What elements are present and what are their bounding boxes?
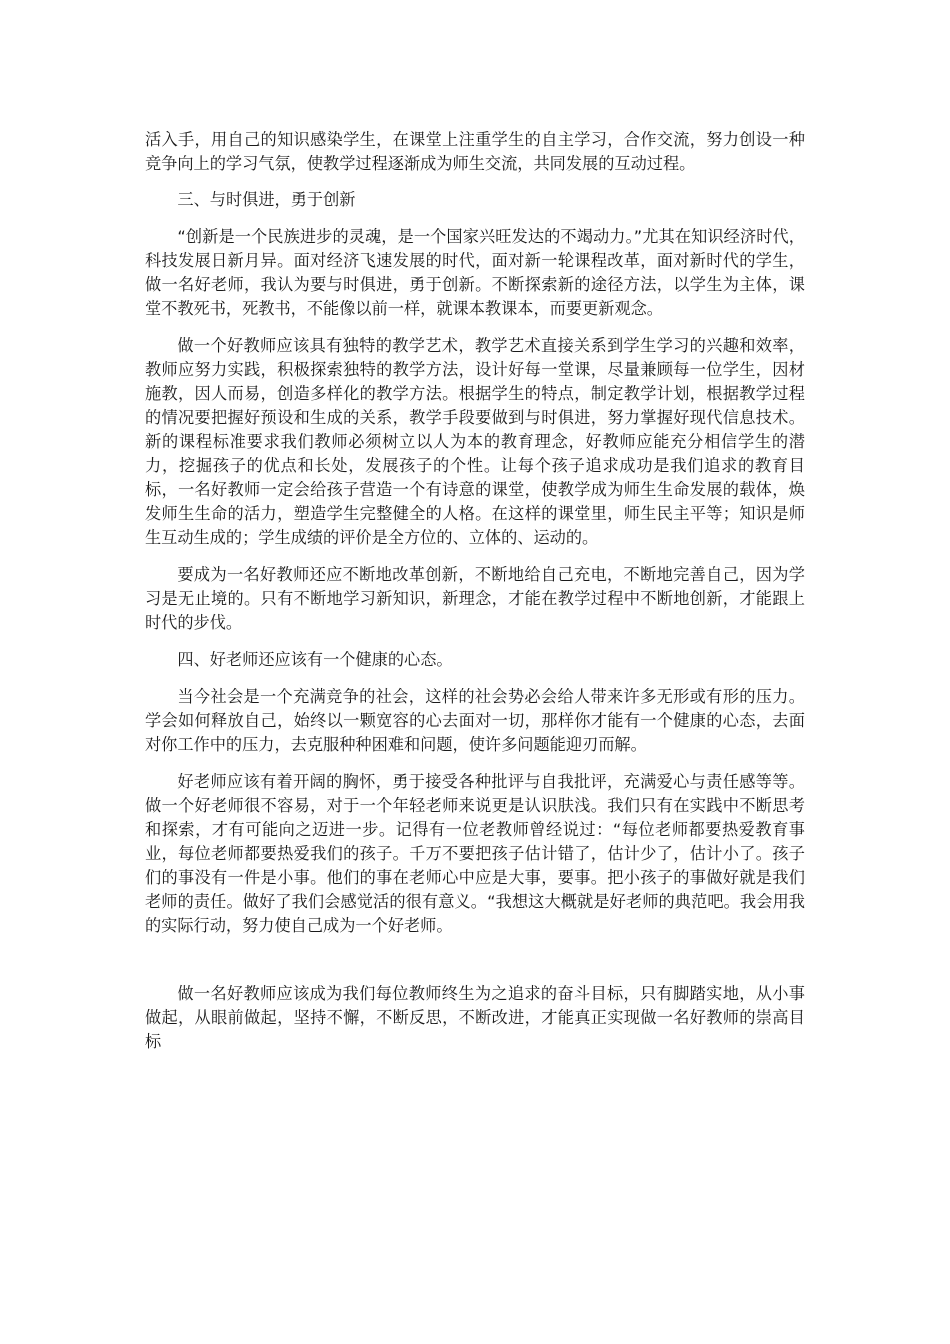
paragraph-innovation: “创新是一个民族进步的灵魂，是一个国家兴旺发达的不竭动力。”尤其在知识经济时代，科技发展日新月异。面对经济飞速发展的时代，面对新一轮课程改革，面对新时代的学生，做一名好老师，我认为要与时俱进，勇于创新。不断探索新的途径方法，以学生为主体，课堂不教死书，死教书，不能像以前一样，就课本教课本，而要更新观念。 [145, 227, 805, 318]
paragraph-society-pressure: 当今社会是一个充满竞争的社会，这样的社会势必会给人带来许多无形或有形的压力。学会如何释放自己，始终以一颗宽容的心去面对一切，那样你才能有一个健康的心态，去面对你工作中的压力，去克服种种困难和问题，使许多问题能迎刃而解。 [145, 687, 805, 754]
section-heading-3: 三、与时俱进，勇于创新 [177, 190, 356, 209]
paragraph-conclusion: 做一名好教师应该成为我们每位教师终生为之追求的奋斗目标，只有脚踏实地，从小事做起，从眼前做起，坚持不懈，不断反思，不断改进，才能真正实现做一名好教师的崇高目标 [145, 984, 805, 1051]
document-body [145, 128, 805, 1054]
section-heading-4: 四、好老师还应该有一个健康的心态。 [177, 650, 453, 669]
paragraph-teaching-art: 做一个好教师应该具有独特的教学艺术，教学艺术直接关系到学生学习的兴趣和效率，教师应努力实践，积极探索独特的教学方法，设计好每一堂课，尽量兼顾每一位学生，因材施教，因人而易，创造多样化的教学方法。根据学生的特点，制定教学计划，根据教学过程的情况要把握好预设和生成的关系，教学手段要做到与时俱进，努力掌握好现代信息技术。新的课程标准要求我们教师必须树立以人为本的教育理念，好教师应能充分相信学生的潜力，挖掘孩子的优点和长处，发展孩子的个性。让每个孩子追求成功是我们追求的教育目标，一名好教师一定会给孩子营造一个有诗意的课堂，使教学成为师生生命发展的载体，焕发师生生命的活力，塑造学生完整健全的人格。在这样的课堂里，师生民主平等；知识是师生互动生成的；学生成绩的评价是全方位的、立体的、运动的。 [145, 336, 805, 547]
paragraph-reform: 要成为一名好教师还应不断地改革创新，不断地给自己充电，不断地完善自己，因为学习是无止境的。只有不断地学习新知识，新理念，才能在教学过程中不断地创新，才能跟上时代的步伐。 [145, 565, 805, 632]
paragraph-good-teacher: 好老师应该有着开阔的胸怀，勇于接受各种批评与自我批评，充满爱心与责任感等等。做一个好老师很不容易，对于一个年轻老师来说更是认识肤浅。我们只有在实践中不断思考和探索，才有可能向之迈进一步。记得有一位老教师曾经说过：“每位老师都要热爱教育事业，每位老师都要热爱我们的孩子。千万不要把孩子估计错了，估计少了，估计小了。孩子们的事没有一件是小事。他们的事在老师心中应是大事，要事。把小孩子的事做好就是我们老师的责任。做好了我们会感觉活的很有意义。“我想这大概就是好老师的典范吧。我会用我的实际行动，努力使自己成为一个好老师。 [145, 772, 805, 935]
paragraph-continuation: 活入手，用自己的知识感染学生，在课堂上注重学生的自主学习，合作交流，努力创设一种竞争向上的学习气氛，使教学过程逐渐成为师生交流，共同发展的互动过程。 [145, 130, 805, 173]
